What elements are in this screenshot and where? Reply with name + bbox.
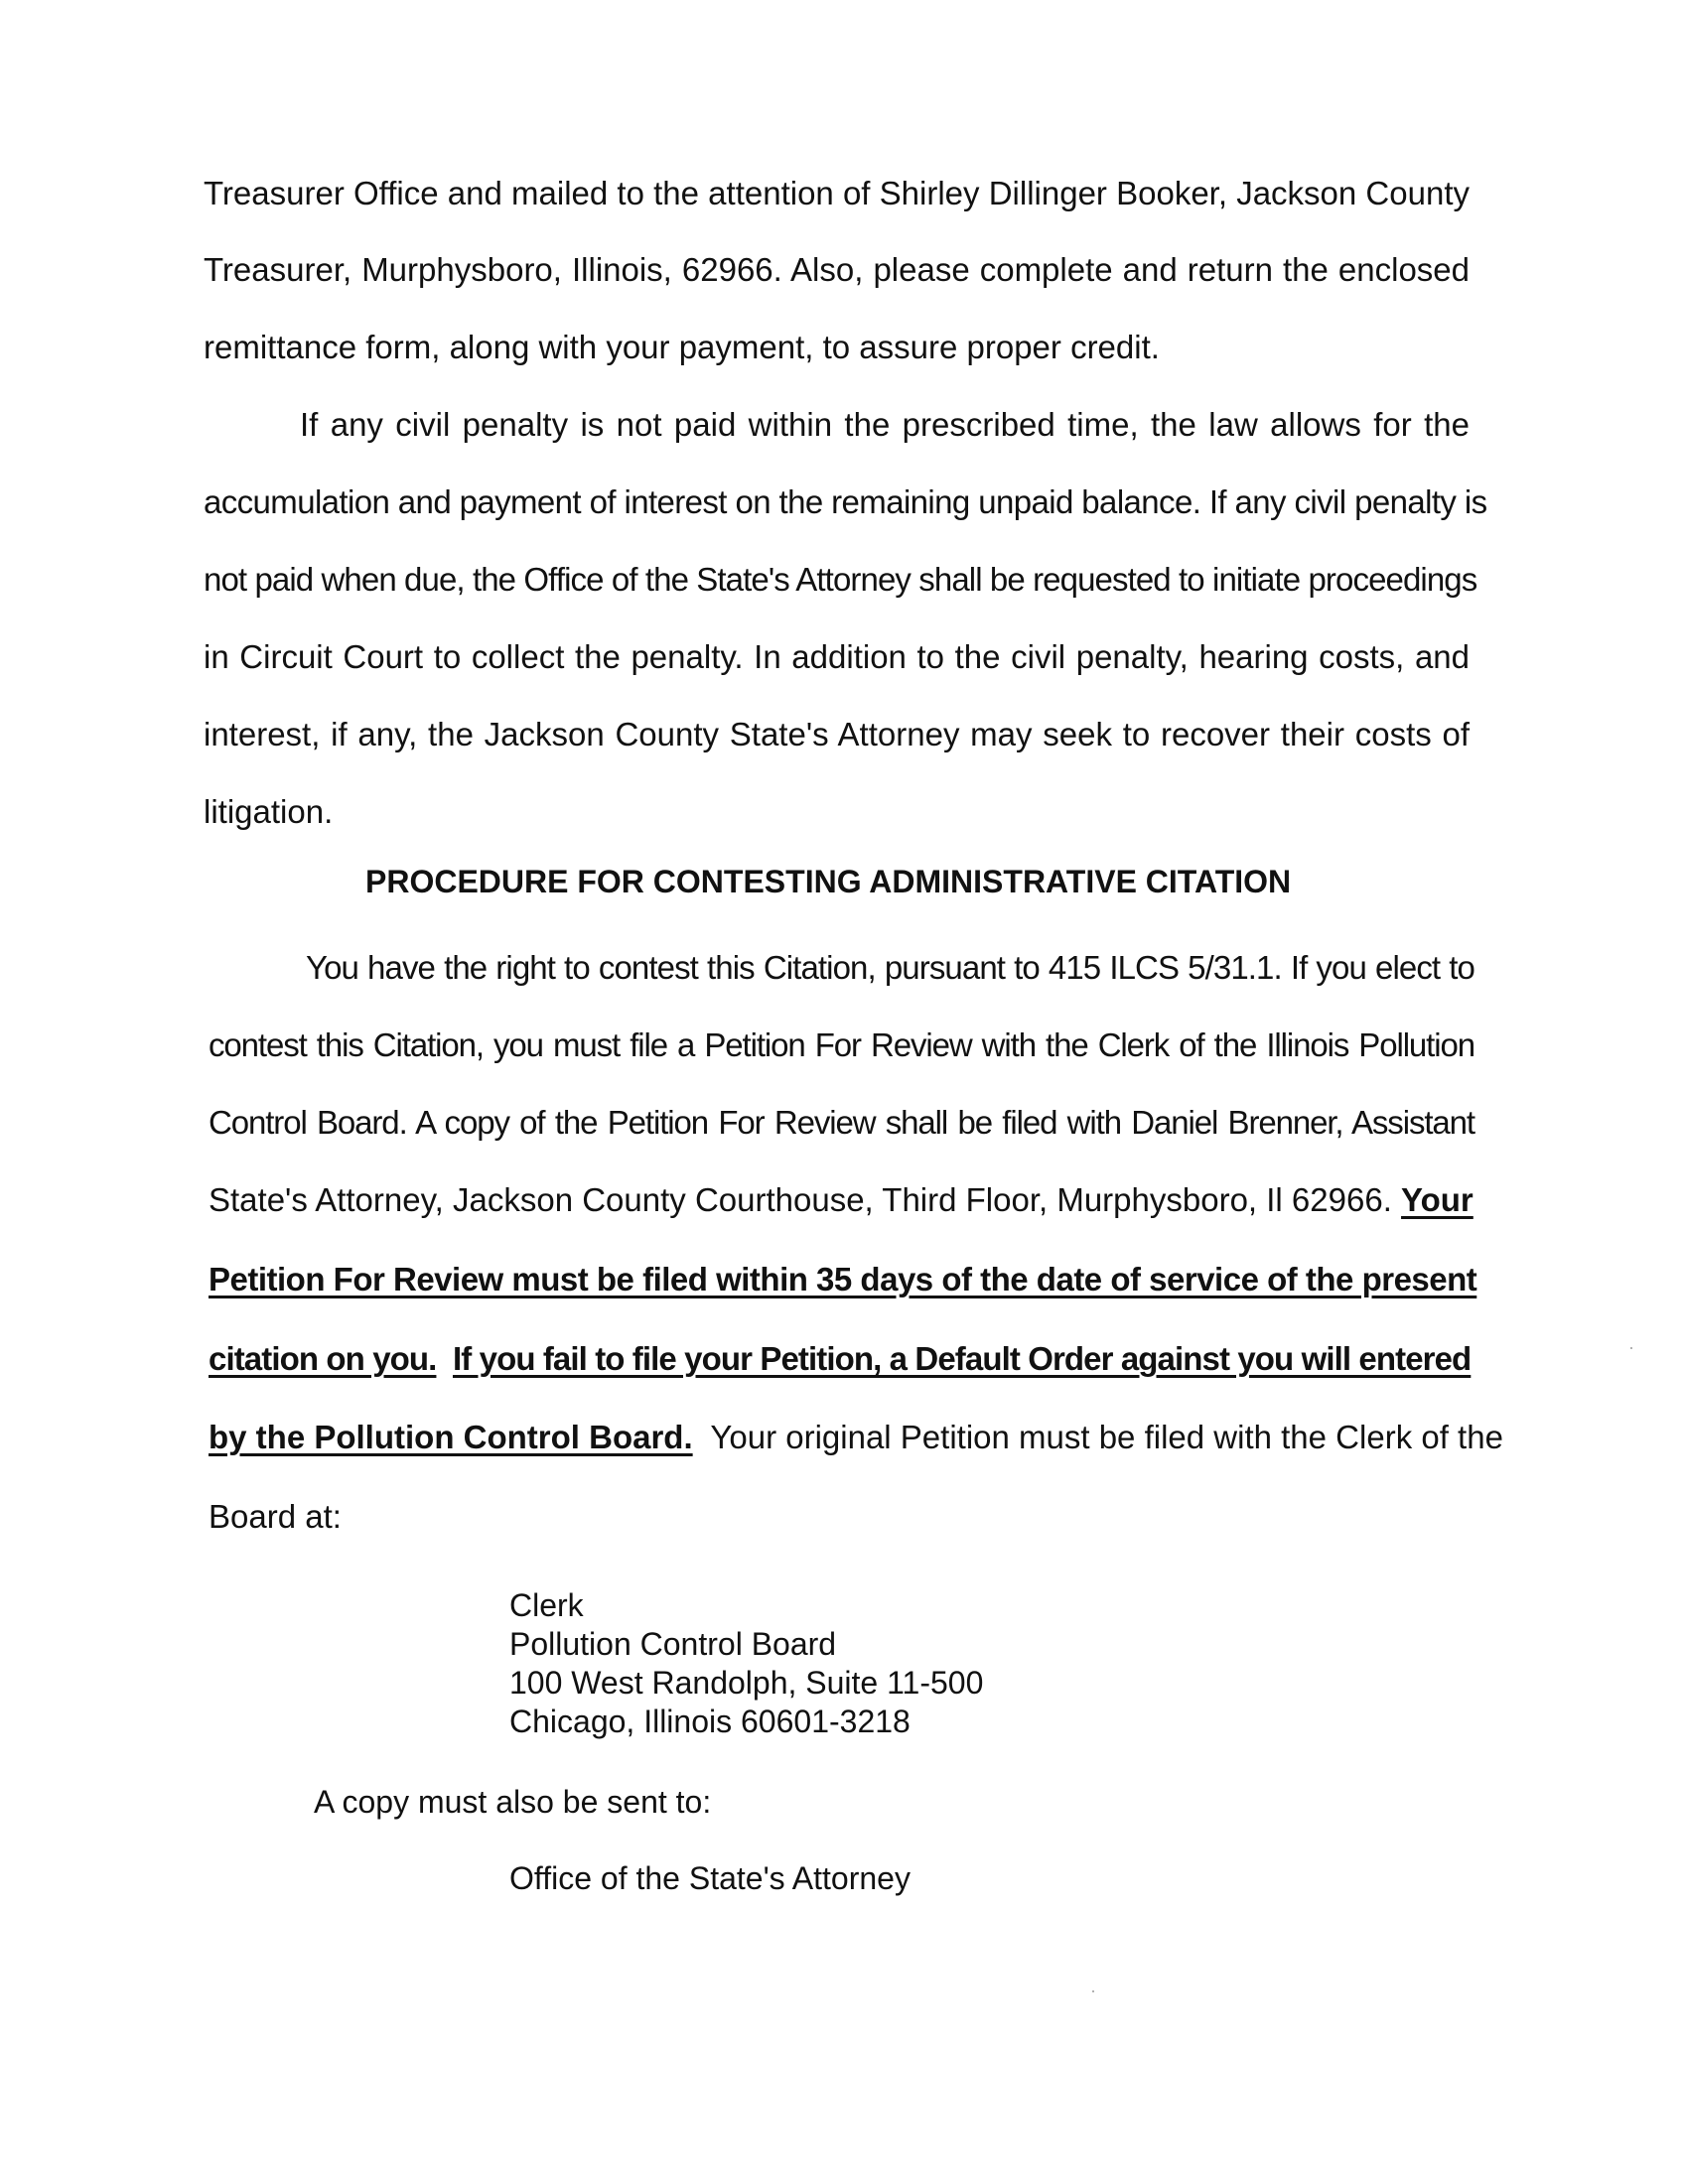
paragraph-3-line-2: contest this Citation, you must file a Petition For Review with the Clerk of the Illinois Pollution (209, 1026, 1474, 1063)
clerk-address-line-2: Pollution Control Board (509, 1626, 837, 1662)
deadline-notice-start: Your (1401, 1181, 1474, 1218)
paragraph-2-line-3: not paid when due, the Office of the State's Attorney shall be requested to initiate proceedings (204, 561, 1477, 598)
paragraph-2-line-1: If any civil penalty is not paid within the prescribed time, the law allows for the (300, 406, 1470, 443)
clerk-address-line-4: Chicago, Illinois 60601-3218 (509, 1704, 911, 1739)
section-heading: PROCEDURE FOR CONTESTING ADMINISTRATIVE CITATION (365, 864, 1292, 899)
paragraph-1-line-2: Treasurer, Murphysboro, Illinois, 62966. Also, please complete and return the enclosed (204, 251, 1470, 288)
paragraph-3-line-8: Board at: (209, 1498, 342, 1535)
paragraph-3-line-5 (209, 1260, 1477, 1299)
office-address: Office of the State's Attorney (509, 1860, 911, 1896)
clerk-address-line-3: 100 West Randolph, Suite 11-500 (509, 1665, 984, 1701)
paragraph-2-line-5: interest, if any, the Jackson County State's Attorney may seek to recover their costs of (204, 716, 1470, 752)
paragraph-2-line-2: accumulation and payment of interest on the remaining unpaid balance. If any civil penalty is (204, 483, 1487, 520)
clerk-address-line-1: Clerk (509, 1587, 584, 1623)
paragraph-1-line-3: remittance form, along with your payment, to assure proper credit. (204, 329, 1160, 365)
default-order-warning: If you fail to file your Petition, a Default Order against you will entered (452, 1340, 1472, 1377)
paragraph-1-line-1: Treasurer Office and mailed to the attention of Shirley Dillinger Booker, Jackson County (204, 175, 1470, 211)
paragraph-2-line-4: in Circuit Court to collect the penalty. In addition to the civil penalty, hearing costs, and (204, 638, 1470, 675)
paragraph-3-line-4-text: State's Attorney, Jackson County Courthouse, Third Floor, Murphysboro, Il 62966. (209, 1181, 1402, 1218)
deadline-notice-end: citation on you. (209, 1340, 437, 1377)
paragraph-2-line-6: litigation. (204, 793, 334, 830)
copy-note: A copy must also be sent to: (314, 1784, 712, 1820)
paragraph-3-line-6 (209, 1339, 1474, 1379)
paragraph-3-line-4 (209, 1180, 1474, 1220)
scan-speck (1092, 1990, 1094, 1992)
filing-instruction: Your original Petition must be filed with the Clerk of the (692, 1419, 1503, 1455)
scan-speck (1630, 1347, 1632, 1349)
paragraph-3-line-1: You have the right to contest this Citation, pursuant to 415 ILCS 5/31.1. If you elect to (306, 949, 1474, 986)
deadline-notice: Petition For Review must be filed within 35 days of the date of service of the present (209, 1261, 1477, 1297)
paragraph-3-line-7 (209, 1418, 1503, 1457)
paragraph-3-line-3: Control Board. A copy of the Petition For Review shall be filed with Daniel Brenner, Assistant (209, 1104, 1474, 1141)
default-order-warning-end: by the Pollution Control Board. (209, 1419, 693, 1455)
